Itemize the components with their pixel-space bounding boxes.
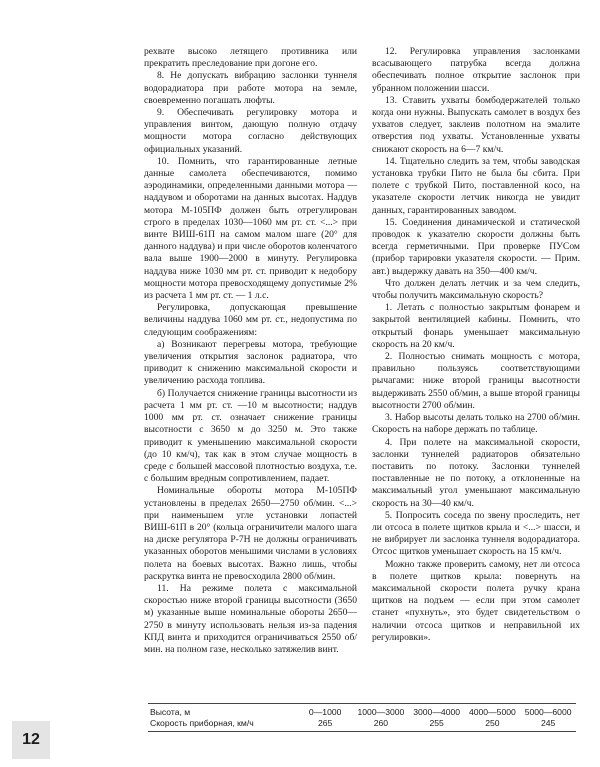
left-column <box>144 46 357 656</box>
left-paragraph: 8. Не допускать вибрацию заслонки туннеля водорадиатора при работе мотора на земле, своевременно погашать люфты. <box>144 70 357 106</box>
left-paragraph: а) Возникают перегревы мотора, требующие увеличения открытия заслонок радиатора, что приводит к снижению максимальной скорости и увеличению расхода топлива. <box>144 338 357 387</box>
right-paragraph: 1. Летать с полностью закрытым фонарем и закрытой вентиляцией кабины. Помнить, что открытый фонарь уменьшает максимальную скорость на 20 км/ч. <box>372 302 580 350</box>
right-paragraph: 3. Набор высоты делать только на 2700 об/мин. Скорость на наборе держать по таблице. <box>372 412 580 436</box>
table-row-speed <box>148 718 576 729</box>
altitude-cell: 1000—3000 <box>357 707 405 717</box>
right-paragraph: 14. Тщательно следить за тем, чтобы заводская установка трубки Пито не была бы сбита. При полете с трубкой Пито, поставленной косо, на указателе скорости летчик никогда не увидит данных, гарантированных заводом. <box>372 155 580 216</box>
table-row-altitude <box>148 707 576 718</box>
left-paragraph: б) Получается снижение границы высотности из расчета 1 мм рт. ст. —10 м высотности; наддув 1000 мм рт. ст. означает снижение границы высотности с 3650 м до 3250 м. Это также приводит к уменьшению максимальной скорости (до 10 км/ч), так как в этом случае мощность в среде с большей массовой плотностью воздуха, т.е. с большим вредным сопротивлением, падает. <box>144 387 357 485</box>
right-paragraph: 5. Попросить соседа по звену проследить, нет ли отсоса в полете щитков крыла и <...> шасси, и не вибрирует ли заслонка туннеля водорадиатора. Отсос щитков уменьшает скорость на 15 км/ч. <box>372 509 580 558</box>
speed-cell: 245 <box>540 718 556 728</box>
left-paragraph: 10. Помнить, что гарантированные летные данные самолета обеспечиваются, помимо аэродинамики, определенными данными мотора — наддувом и оборотами на данных высотах. Наддув мотора М-105ПФ должен быть отрегулирован строго в пределах 1030—1060 мм рт. ст. <...> при винте ВИШ-61П на самом малом шаге (20° для данного наддува) и при числе оборотов коленчатого вала выше 1900—2000 в минуту. Регулировка наддува ниже 1030 мм рт. ст. приводит к недобору мощности мотора превосходящему допустимые 2% из расчета 1 мм рт. ст. — 1 л.с. <box>144 155 357 302</box>
speed-cell: 250 <box>485 718 500 728</box>
left-paragraph: Номинальные обороты мотора М-105ПФ установлены в пределах 2650—2750 об/мин. <...> при наименьшем угле установки лопастей ВИШ-61П в 20° (кольца ограничители малого шага на диске регулятора Р-7Н не должны ограничивать указанных оборотов меньшими числами в условиях полета на боевых высотах. Важно лишь, чтобы раскрутка винта не превосходила 2800 об/мин. <box>144 485 357 582</box>
right-column <box>372 46 580 644</box>
row-label-altitude: Высота, м <box>150 707 191 717</box>
left-paragraph: Регулировка, допускающая превышение величины наддува 1060 мм рт. ст., недопустима по следующим соображениям: <box>144 302 357 338</box>
right-paragraph: Что должен делать летчик и за чем следить, чтобы получить максимальную скорость? <box>372 277 580 302</box>
left-paragraph: 11. На режиме полета с максимальной скоростью ниже второй границы высотности (3650 м) указанные выше номинальные обороты 2650—2750 в минуту использовать нельзя из-за падения КПД винта и приходится ограничиваться 2550 об/мин. на полном газе, несколько затяжелив винт. <box>144 582 357 655</box>
altitude-cell: 0—1000 <box>308 707 342 717</box>
altitude-cell: 4000—5000 <box>468 707 516 717</box>
altitude-speed-table <box>148 703 576 732</box>
altitude-cell: 3000—4000 <box>413 707 461 717</box>
right-paragraph: Можно также проверить самому, нет ли отсоса в полете щитков крыла: повернуть на максимальной скорости полета ручку крана щитков на подъем — если при этом самолет станет «пухнуть», это будет свидетельством о наличии отсоса щитков и неправильной их регулировки». <box>372 558 580 643</box>
left-paragraph: 9. Обеспечивать регулировку мотора и управления винтом, дающую полную отдачу мощности мотора согласно действующих официальных указаний. <box>144 107 357 155</box>
right-paragraph: 12. Регулировка управления заслонками всасывающего патрубка всегда должна обеспечивать полное открытие заслонок при убранном положении шасси. <box>372 46 580 94</box>
right-paragraph: 13. Ставить ухваты бомбодержателей только когда они нужны. Выпускать самолет в воздух без ухватов следует, заклеив полотном на эмалите отверстия под ухваты. Установленные ухваты снижают скорость на 6—7 км/ч. <box>372 94 580 155</box>
speed-cell: 260 <box>373 718 389 728</box>
speed-cell: 265 <box>318 718 333 728</box>
right-paragraph: 4. При полете на максимальной скорости, заслонки туннелей радиаторов обязательно поставить по потоку. Заслонки туннелей поставленные не по потоку, а отклоненные на максимальный угол уменьшают максимальную скорость на 30—40 км/ч. <box>372 436 580 509</box>
right-paragraph: 2. Полностью снимать мощность с мотора, правильно пользуясь соответствующими рычагами: ниже второй границы высотности выдерживать 2550 об/мин, а выше второй границы высотности 2700 об/мин. <box>372 351 580 411</box>
left-paragraph: рехвате высоко летящего противника или прекратить преследование при догоне его. <box>144 46 357 70</box>
altitude-cell: 5000—6000 <box>524 707 572 717</box>
row-label-speed: Скорость приборная, км/ч <box>150 718 254 728</box>
speed-cell: 255 <box>429 718 444 728</box>
page-number: 12 <box>12 721 50 759</box>
right-paragraph: 15. Соединения динамической и статической проводок к указателю скорости должны быть всегда герметичными. При проверке ПУСом (прибор тарировки указателя скорости. — Прим. авт.) выдержку давать на 350—400 км/ч. <box>372 216 580 277</box>
